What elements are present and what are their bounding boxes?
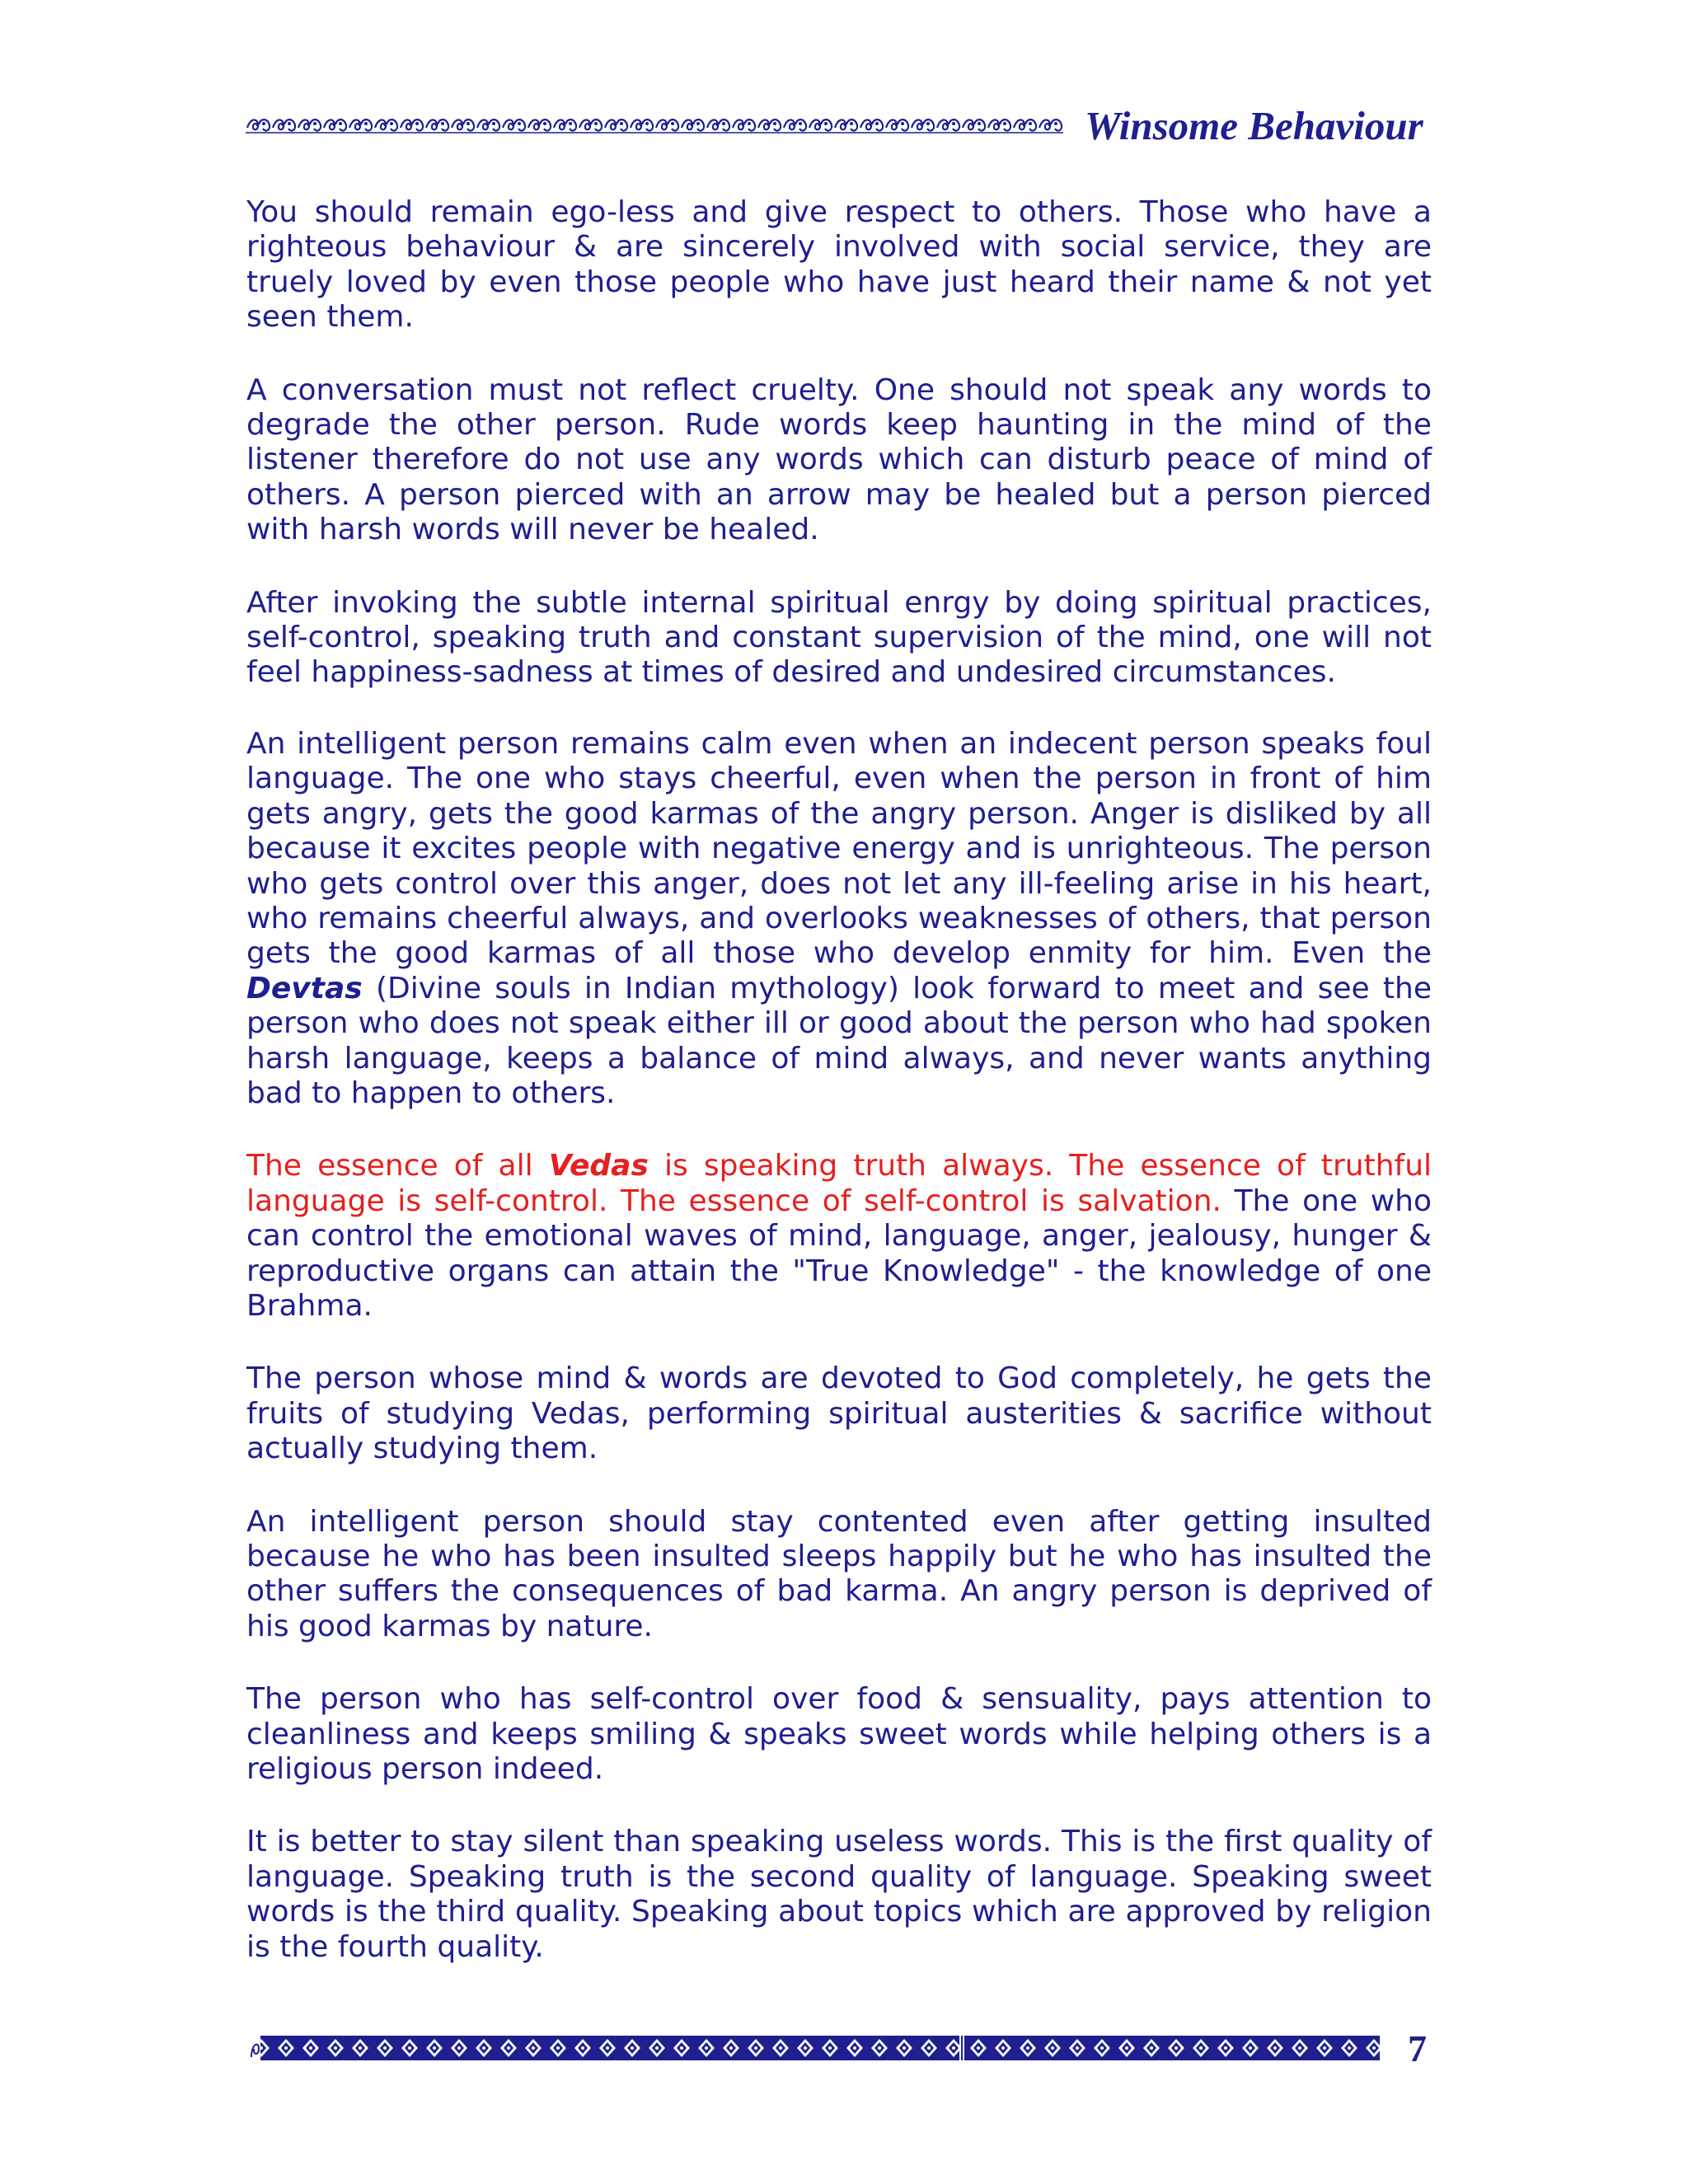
term-devtas: Devtas [246,971,363,1005]
page-footer [249,2029,1428,2067]
paragraph-devtas [246,727,1432,1111]
body-text [246,195,1432,2003]
term-vedas: Vedas [548,1149,649,1183]
paragraph: You should remain ego-less and give respect to others. Those who have a righteous behaviour & are sincerely involved with social service, they are truely loved by even those people who have just heard their name & not yet seen them. [246,195,1432,335]
paragraph-text: (Divine souls in Indian mythology) look forward to meet and see the person who does not speak either ill or good about the person who had spoken harsh language, keeps a balance of mind always, and never wants anything bad to happen to others. [246,971,1432,1110]
running-header-title: Winsome Behaviour [1085,102,1423,148]
page-number: 7 [1408,2027,1427,2069]
highlighted-text: is speaking truth always. The essence of truthful language is self-control. The essence of self-control is salvation. [246,1149,1432,1218]
paragraph: The person whose mind & words are devoted to God completely, he gets the fruits of studying Vedas, performing spiritual austerities & sacrifice without actually studying them. [246,1361,1432,1466]
paragraph: The person who has self-control over food & sensuality, pays attention to cleanliness and keeps smiling & speaks sweet words while helping others is a religious person indeed. [246,1682,1432,1787]
paragraph: A conversation must not reflect cruelty. One should not speak any words to degrade the other person. Rude words keep haunting in the mind of the listener therefore do not use any words which can disturb peace of mind of others. A person pierced with an arrow may be healed but a person pierced with harsh words will never be healed. [246,373,1432,547]
diamond-lattice-ornament-icon [249,2032,1380,2064]
paragraph-vedas [246,1149,1432,1324]
paragraph: After invoking the subtle internal spiritual enrgy by doing spiritual practices, self-control, speaking truth and constant supervision of the mind, one will not feel happiness-sadness at times of desired and undesired circumstances. [246,585,1432,690]
page-header [246,92,1424,158]
paragraph-text: An intelligent person remains calm even when an indecent person speaks foul language. The one who stays cheerful, even when the person in front of him gets angry, gets the good karmas of the angry person. Anger is disliked by all because it excites people with negative energy and is unrighteous. The person who gets control over this anger, does not let any ill-feeling arise in his heart, who remains cheerful always, and overlooks weaknesses of others, that person gets the good karmas of all those who develop enmity for him. Even the [246,726,1432,971]
paragraph: An intelligent person should stay contented even after getting insulted because he who has been insulted sleeps happily but he who has insulted the other suffers the consequences of bad karma. An angry person is deprived of his good karmas by nature. [246,1504,1432,1643]
scroll-ornament-icon [246,113,1063,138]
highlighted-text: The essence of all [246,1149,549,1183]
paragraph: It is better to stay silent than speaking useless words. This is the first quality of language. Speaking truth is the second quality of language. Speaking sweet words is the third quality. Speaking about topics which are approved by religion is the fourth quality. [246,1825,1432,1964]
paragraph-text: The one who can control the emotional waves of mind, language, anger, jealousy, hunger & reproductive organs can attain the "True Knowledge" - the knowledge of one Brahma. [246,1183,1432,1323]
